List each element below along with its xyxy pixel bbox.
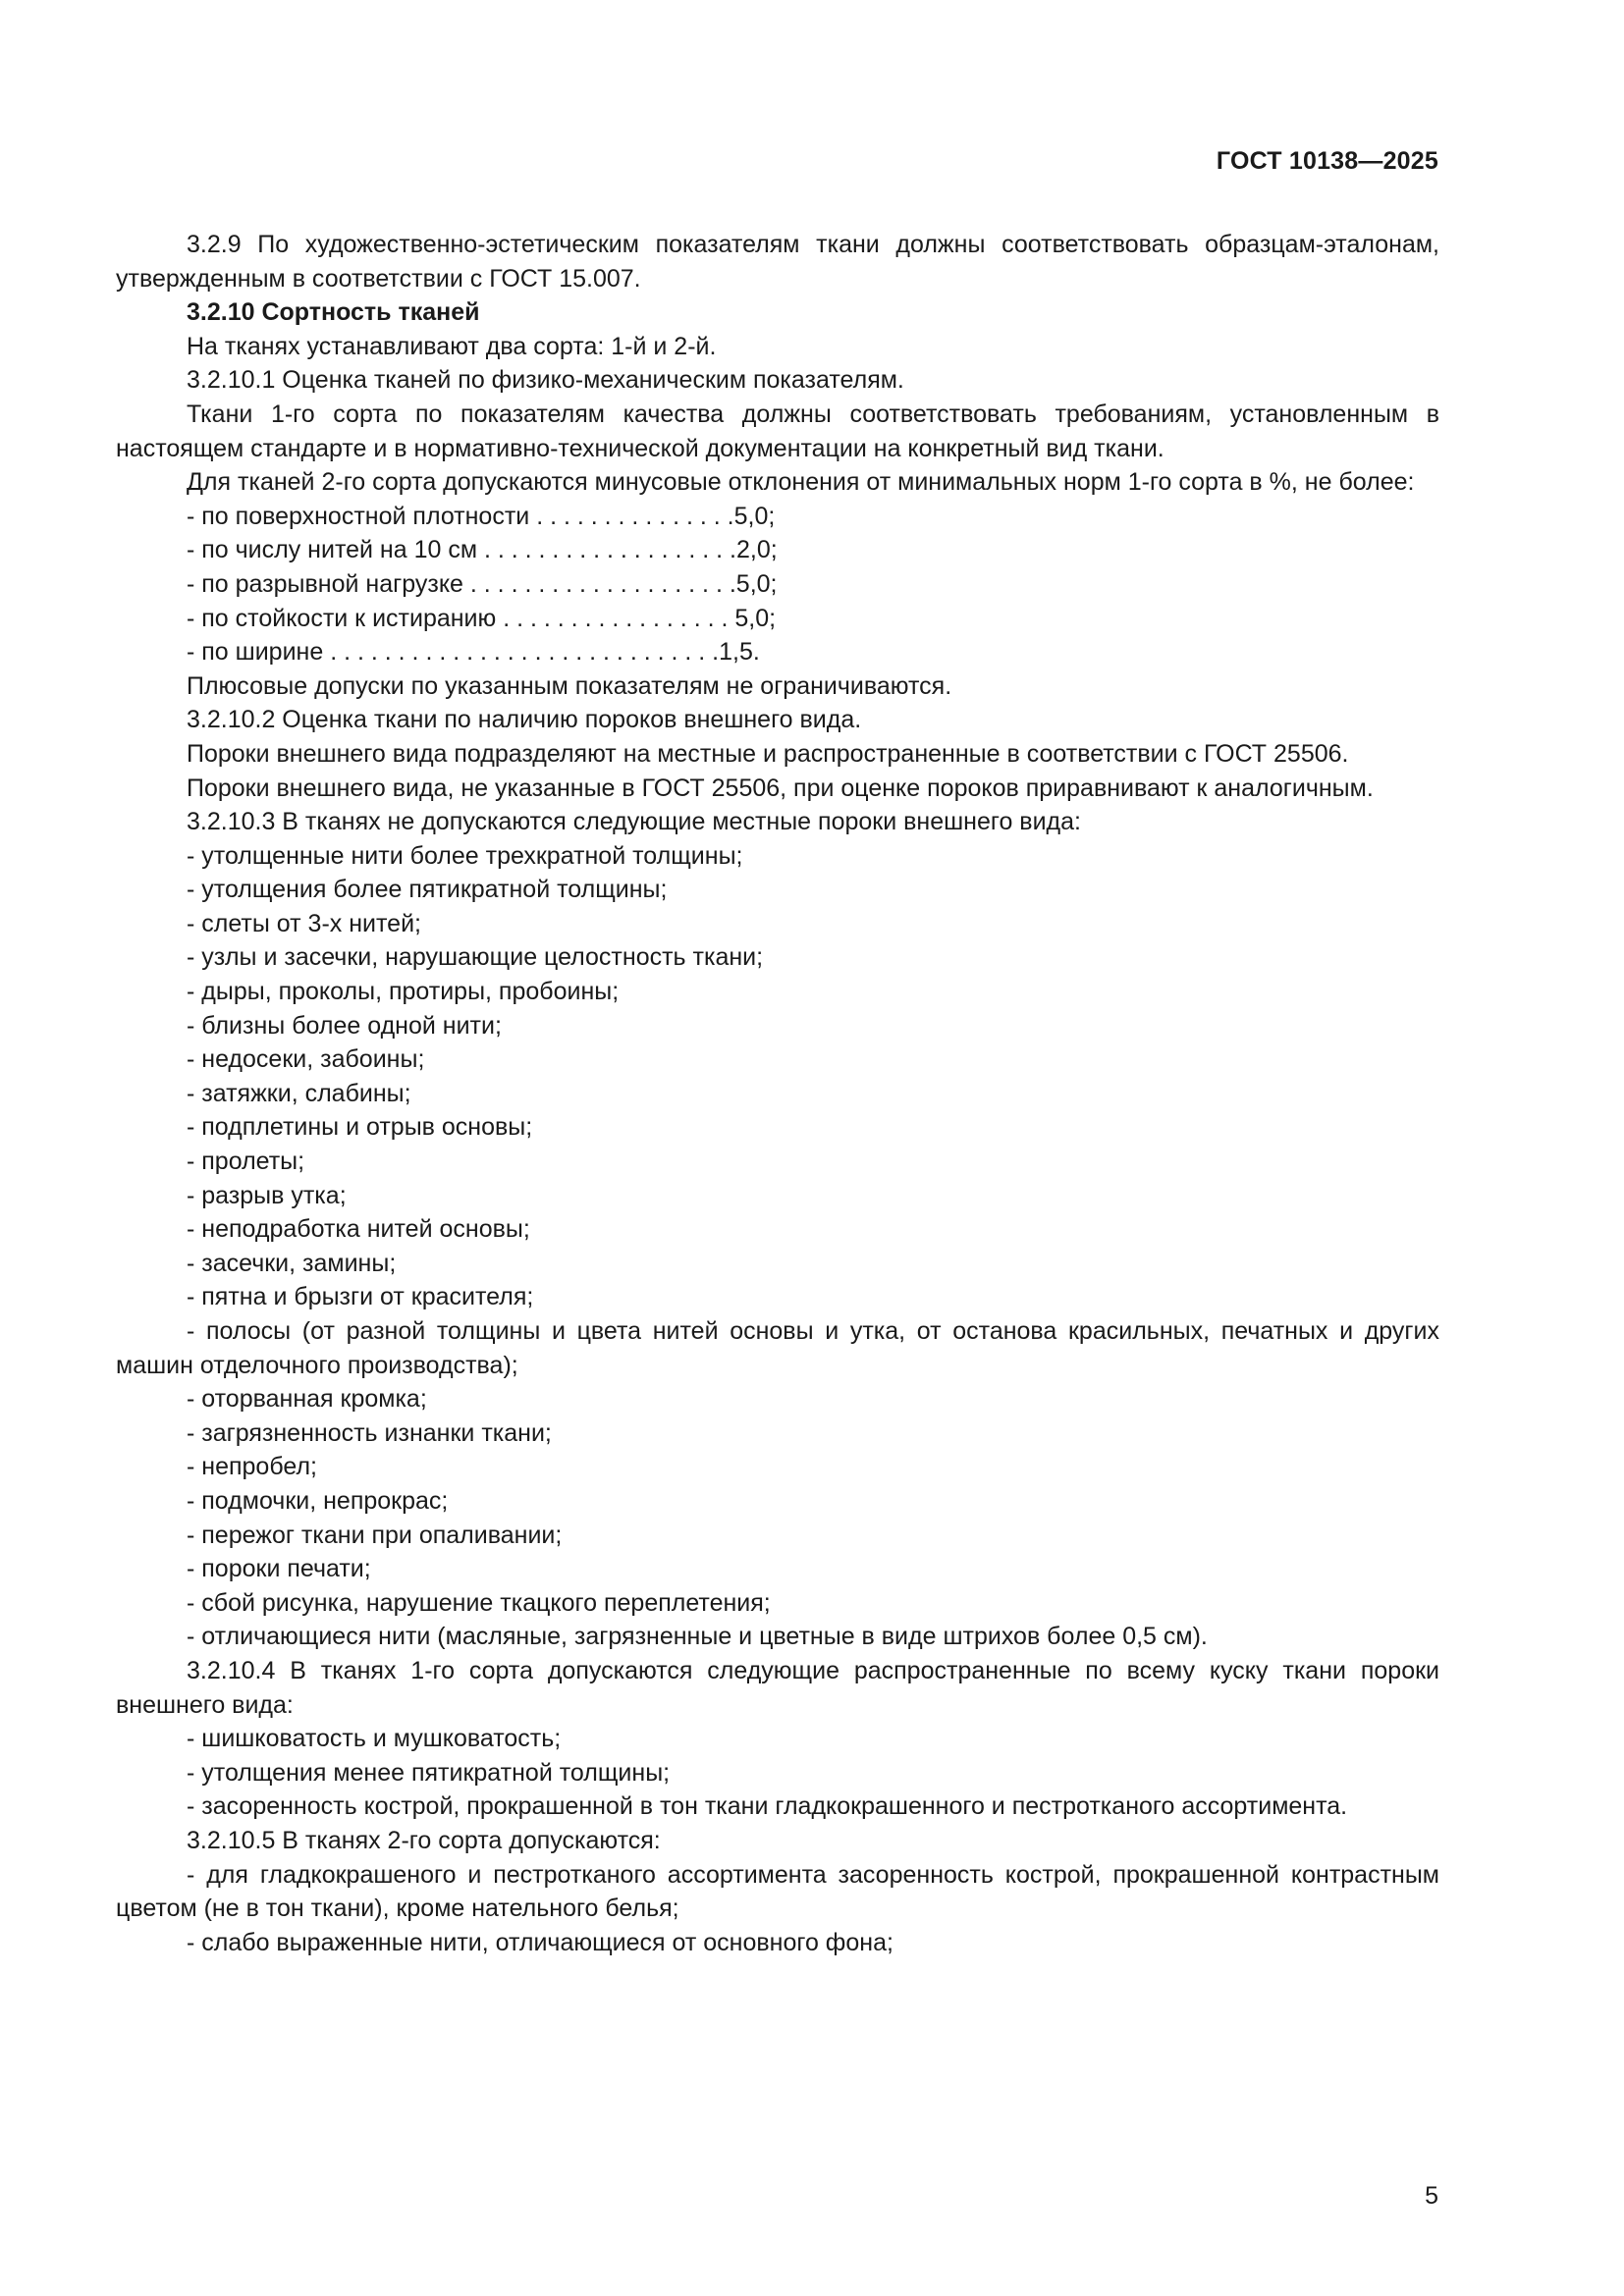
tolerance-item: - по ширине . . . . . . . . . . . . . . . . . . . . . . . . . . . . .1,5. [187, 638, 760, 667]
paragraph: Ткани 1-го сорта по показателям качества должны соответствовать требованиям, установленным в настоящем стандарте и в нормативно-технической документации на конкретный вид ткани. [116, 400, 1439, 462]
paragraph: Пороки внешнего вида подразделяют на местные и распространенные в соответствии с ГОСТ 25506. [187, 739, 1349, 768]
list-item: - засечки, замины; [187, 1249, 397, 1277]
tolerance-item: - по стойкости к истиранию . . . . . . . . . . . . . . . . . 5,0; [187, 604, 777, 632]
document-body [116, 228, 1439, 1959]
document-header-id: ГОСТ 10138—2025 [1216, 147, 1438, 175]
list-item: - сбой рисунка, нарушение ткацкого переплетения; [187, 1588, 771, 1617]
list-item: - слеты от 3-х нитей; [187, 909, 421, 937]
list-item: - затяжки, слабины; [187, 1079, 411, 1107]
paragraph: Для тканей 2-го сорта допускаются минусовые отклонения от минимальных норм 1-го сорта в %, не более: [187, 468, 1415, 497]
list-item: - пролеты; [187, 1148, 305, 1176]
local-defects-list [116, 839, 1439, 1654]
list-item: - отличающиеся нити (масляные, загрязненные и цветные в виде штрихов более 0,5 см). [187, 1623, 1208, 1651]
list-item: - засоренность кострой, прокрашенной в тон ткани гладкокрашенного и пестротканого ассортимента. [187, 1792, 1348, 1821]
list-item: - подмочки, непрокрас; [187, 1486, 449, 1515]
page-number: 5 [1425, 2182, 1438, 2210]
list-item: - близны более одной нити; [187, 1011, 502, 1040]
list-item: - загрязненность изнанки ткани; [187, 1418, 552, 1447]
clause-3-2-10-3: 3.2.10.3 В тканях не допускаются следующие местные пороки внешнего вида: [187, 808, 1081, 836]
section-heading-grade: 3.2.10 Сортность тканей [187, 298, 480, 327]
clause-3-2-10-4: 3.2.10.4 В тканях 1-го сорта допускаются следующие распространенные по всему куску ткани пороки внешнего вида: [116, 1656, 1439, 1719]
list-item: - слабо выраженные нити, отличающиеся от основного фона; [187, 1928, 893, 1956]
list-item: - шишковатость и мушковатость; [187, 1725, 562, 1753]
list-item: - непробел; [187, 1453, 317, 1481]
list-item: - неподработка нитей основы; [187, 1215, 530, 1244]
list-item: - оторванная кромка; [187, 1385, 427, 1414]
clause-3-2-10-5: 3.2.10.5 В тканях 2-го сорта допускаются: [187, 1826, 661, 1854]
list-item: - утолщенные нити более трехкратной толщины; [187, 841, 743, 870]
list-item: - для гладкокрашеного и пестротканого ассортимента засоренность кострой, прокрашенной контрастным цветом (не в тон ткани), кроме нательного белья; [116, 1860, 1439, 1923]
list-item: - пятна и брызги от красителя; [187, 1283, 534, 1311]
list-item: - пороки печати; [187, 1555, 371, 1583]
list-item: - подплетины и отрыв основы; [187, 1113, 533, 1142]
list-item: - пережог ткани при опаливании; [187, 1521, 563, 1549]
list-item: - недосеки, забоины; [187, 1045, 425, 1074]
paragraph: Плюсовые допуски по указанным показателям не ограничиваются. [187, 671, 952, 700]
list-item: - утолщения менее пятикратной толщины; [187, 1758, 671, 1787]
list-item: - дыры, проколы, протиры, пробоины; [187, 978, 620, 1006]
clause-3-2-9: 3.2.9 По художественно-эстетическим показателям ткани должны соответствовать образцам-эталонам, утвержденным в соответствии с ГОСТ 15.007. [116, 231, 1439, 293]
list-item: - разрыв утка; [187, 1181, 347, 1209]
list-item: - узлы и засечки, нарушающие целостность ткани; [187, 943, 764, 972]
tolerance-item: - по числу нитей на 10 см . . . . . . . . . . . . . . . . . . .2,0; [187, 536, 778, 564]
list-item: - утолщения более пятикратной толщины; [187, 876, 668, 904]
tolerance-list [116, 500, 1439, 669]
paragraph: Пороки внешнего вида, не указанные в ГОСТ 25506, при оценке пороков приравнивают к аналогичным. [187, 774, 1374, 802]
clause-3-2-10-1: 3.2.10.1 Оценка тканей по физико-механическим показателям. [187, 366, 904, 395]
tolerance-item: - по разрывной нагрузке . . . . . . . . . . . . . . . . . . . .5,0; [187, 569, 778, 598]
clause-3-2-10-2: 3.2.10.2 Оценка ткани по наличию пороков внешнего вида. [187, 706, 862, 734]
list-item: - полосы (от разной толщины и цвета нитей основы и утка, от останова красильных, печатных и других машин отделочного производства); [116, 1317, 1439, 1379]
tolerance-item: - по поверхностной плотности . . . . . . . . . . . . . . .5,0; [187, 502, 776, 530]
paragraph: На тканях устанавливают два сорта: 1-й и 2-й. [187, 332, 717, 360]
